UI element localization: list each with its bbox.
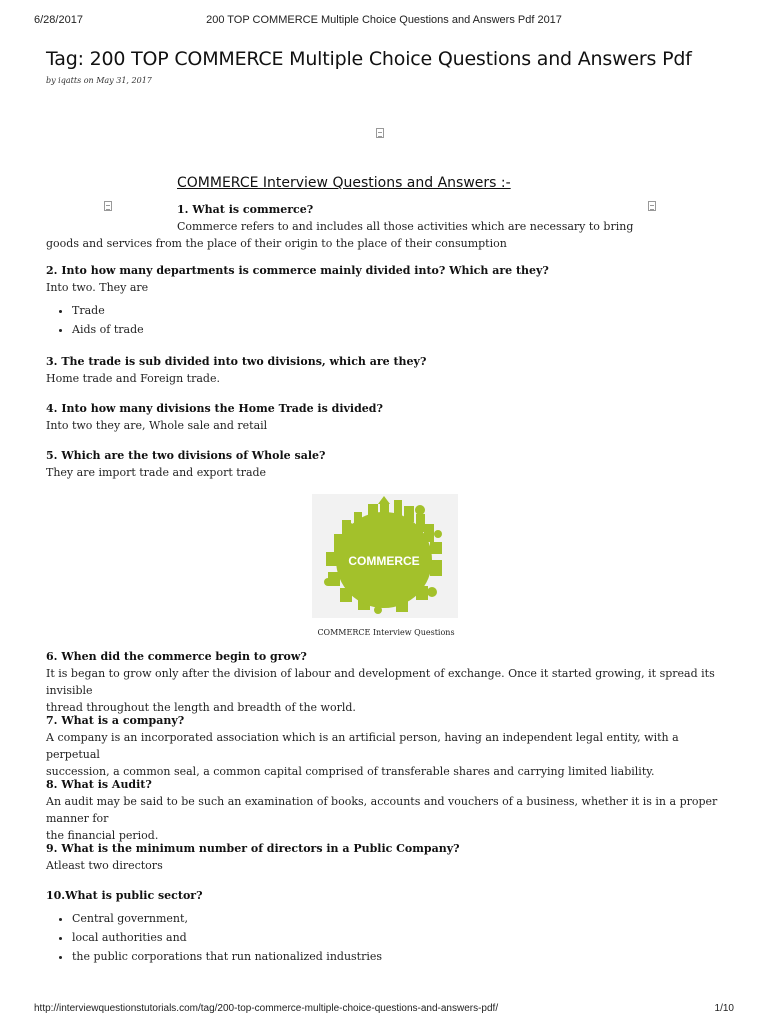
answer-text: Atleast two directors (46, 859, 163, 872)
question-8 (46, 777, 726, 844)
question-2 (46, 263, 726, 339)
list-item: • local authorities and (72, 928, 726, 947)
byline: by iqatts on May 31, 2017 (46, 76, 152, 85)
question-heading: 4. Into how many divisions the Home Trade is divided? (46, 402, 383, 415)
question-heading: 1. What is commerce? (177, 203, 314, 216)
answer-text: Home trade and Foreign trade. (46, 372, 220, 385)
question-heading: 9. What is the minimum number of directors in a Public Company? (46, 842, 460, 855)
answer-text: They are import trade and export trade (46, 466, 267, 479)
page-number: 1/10 (714, 1003, 734, 1014)
question-4 (46, 401, 726, 434)
page-url: http://interviewquestionstutorials.com/tag/200-top-commerce-multiple-choice-questions-and-answers-pdf/ (34, 1003, 499, 1014)
question-heading: 8. What is Audit? (46, 778, 152, 791)
answer-list (46, 909, 726, 966)
answer-text: succession, a common seal, a common capital comprised of transferable shares and carrying limited liability. (46, 765, 655, 778)
question-heading: 3. The trade is sub divided into two divisions, which are they? (46, 355, 427, 368)
list-item: • the public corporations that run nationalized industries (72, 947, 726, 966)
broken-image-icon (376, 128, 384, 138)
answer-text: thread throughout the length and breadth of the world. (46, 701, 356, 714)
print-date: 6/28/2017 (34, 14, 83, 26)
answer-list (46, 301, 726, 339)
question-heading: 10.What is public sector? (46, 889, 203, 902)
answer-text: An audit may be said to be such an examination of books, accounts and vouchers of a business, whether it is in a proper manner for (46, 795, 718, 825)
answer-text: Into two they are, Whole sale and retail (46, 419, 268, 432)
question-heading: 5. Which are the two divisions of Whole sale? (46, 449, 326, 462)
answer-text: A company is an incorporated association which is an artificial person, having an independent legal entity, with a perpetual (46, 731, 679, 761)
logo-text: COMMERCE (348, 554, 420, 568)
answer-text: Commerce refers to and includes all those activities which are necessary to bring (177, 220, 634, 233)
answer-text: It is began to grow only after the division of labour and development of exchange. Once it started growing, it spread its invisible (46, 667, 715, 697)
answer-text: the financial period. (46, 829, 159, 842)
broken-image-icon (104, 201, 112, 211)
commerce-image (312, 494, 458, 618)
question-6 (46, 649, 726, 716)
list-item: • Trade (72, 301, 726, 320)
answer-text: Into two. They are (46, 281, 149, 294)
page-title: Tag: 200 TOP COMMERCE Multiple Choice Questions and Answers Pdf (46, 48, 692, 70)
question-9 (46, 841, 726, 874)
print-page-title: 200 TOP COMMERCE Multiple Choice Questions and Answers Pdf 2017 (206, 14, 562, 26)
section-title: COMMERCE Interview Questions and Answers :- (177, 175, 511, 191)
commerce-globe-icon (312, 494, 458, 618)
question-10 (46, 888, 726, 966)
question-5 (46, 448, 726, 481)
question-heading: 6. When did the commerce begin to grow? (46, 650, 307, 663)
question-7 (46, 713, 726, 780)
question-1-continued (46, 235, 726, 252)
answer-text: goods and services from the place of their origin to the place of their consumption (46, 237, 507, 250)
question-1 (177, 202, 726, 235)
article (46, 44, 726, 963)
question-heading: 2. Into how many departments is commerce mainly divided into? Which are they? (46, 264, 549, 277)
image-caption: COMMERCE Interview Questions (317, 628, 455, 637)
print-footer (34, 1003, 734, 1017)
list-item: • Central government, (72, 909, 726, 928)
question-3 (46, 354, 726, 387)
print-header (34, 14, 734, 28)
list-item: • Aids of trade (72, 320, 726, 339)
question-heading: 7. What is a company? (46, 714, 185, 727)
